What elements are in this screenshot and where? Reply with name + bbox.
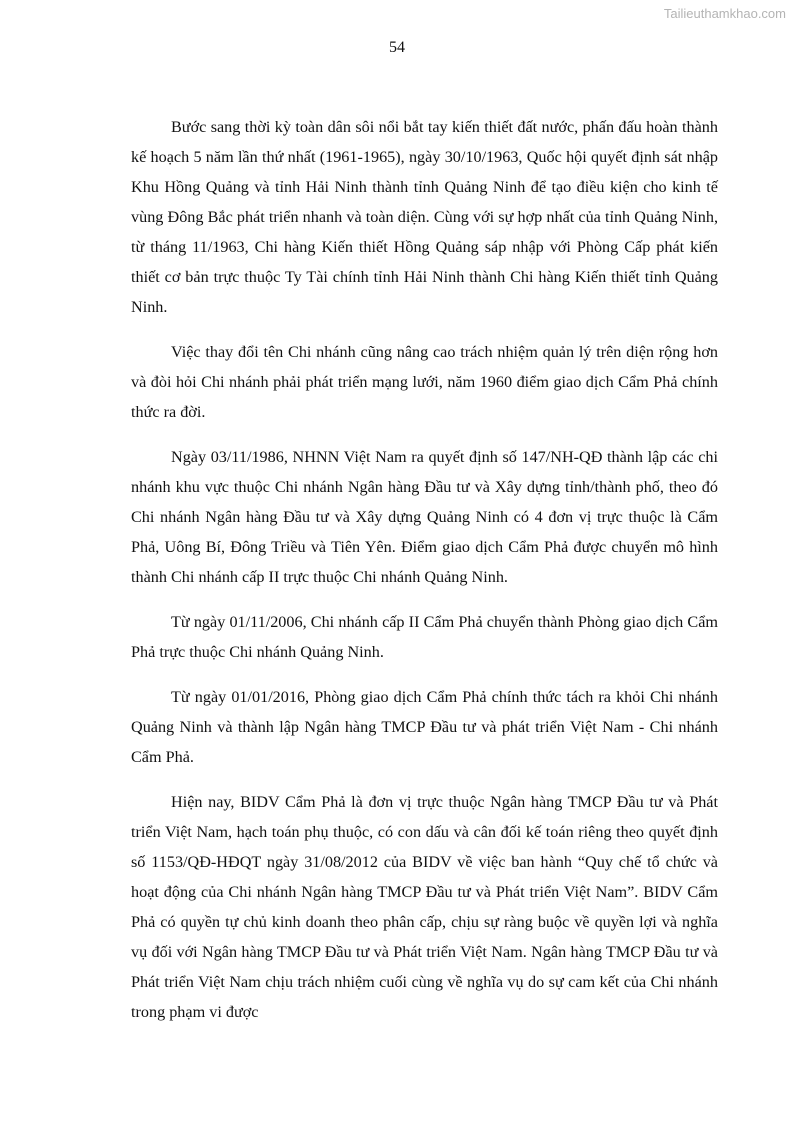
page-number: 54 — [389, 39, 405, 56]
document-body — [131, 112, 718, 1042]
paragraph: Hiện nay, BIDV Cẩm Phả là đơn vị trực thuộc Ngân hàng TMCP Đầu tư và Phát triển Việt Nam, hạch toán phụ thuộc, có con dấu và cân đối kế toán riêng theo quyết định số 1153/QĐ-HĐQT ngày 31/08/2012 của BIDV về việc ban hành “Quy chế tổ chức và hoạt động của Chi nhánh Ngân hàng TMCP Đầu tư và Phát triển Việt Nam”. BIDV Cẩm Phả có quyền tự chủ kinh doanh theo phân cấp, chịu sự ràng buộc về quyền lợi và nghĩa vụ đối với Ngân hàng TMCP Đầu tư và Phát triển Việt Nam. Ngân hàng TMCP Đầu tư và Phát triển Việt Nam chịu trách nhiệm cuối cùng về nghĩa vụ do sự cam kết của Chi nhánh trong phạm vi được — [131, 793, 718, 1021]
paragraph: Từ ngày 01/11/2006, Chi nhánh cấp II Cẩm Phả chuyển thành Phòng giao dịch Cẩm Phả trực thuộc Chi nhánh Quảng Ninh. — [131, 613, 718, 661]
paragraph: Từ ngày 01/01/2016, Phòng giao dịch Cẩm Phả chính thức tách ra khỏi Chi nhánh Quảng Ninh và thành lập Ngân hàng TMCP Đầu tư và phát triển Việt Nam - Chi nhánh Cẩm Phả. — [131, 688, 718, 766]
paragraph: Ngày 03/11/1986, NHNN Việt Nam ra quyết định số 147/NH-QĐ thành lập các chi nhánh khu vực thuộc Chi nhánh Ngân hàng Đầu tư và Xây dựng tỉnh/thành phố, theo đó Chi nhánh Ngân hàng Đầu tư và Xây dựng Quảng Ninh có 4 đơn vị trực thuộc là Cẩm Phả, Uông Bí, Đông Triều và Tiên Yên. Điểm giao dịch Cẩm Phả được chuyển mô hình thành Chi nhánh cấp II trực thuộc Chi nhánh Quảng Ninh. — [131, 448, 718, 586]
paragraph: Bước sang thời kỳ toàn dân sôi nổi bắt tay kiến thiết đất nước, phấn đấu hoàn thành kế hoạch 5 năm lần thứ nhất (1961-1965), ngày 30/10/1963, Quốc hội quyết định sát nhập Khu Hồng Quảng và tỉnh Hải Ninh thành tỉnh Quảng Ninh để tạo điều kiện cho kinh tế vùng Đông Bắc phát triển nhanh và toàn diện. Cùng với sự hợp nhất của tỉnh Quảng Ninh, từ tháng 11/1963, Chi hàng Kiến thiết Hồng Quảng sáp nhập với Phòng Cấp phát kiến thiết cơ bản trực thuộc Ty Tài chính tỉnh Hải Ninh thành Chi hàng Kiến thiết tỉnh Quảng Ninh. — [131, 118, 718, 316]
watermark: Tailieuthamkhao.com — [663, 6, 786, 21]
paragraph: Việc thay đổi tên Chi nhánh cũng nâng cao trách nhiệm quản lý trên diện rộng hơn và đòi hỏi Chi nhánh phải phát triển mạng lưới, năm 1960 điểm giao dịch Cẩm Phả chính thức ra đời. — [131, 343, 718, 421]
